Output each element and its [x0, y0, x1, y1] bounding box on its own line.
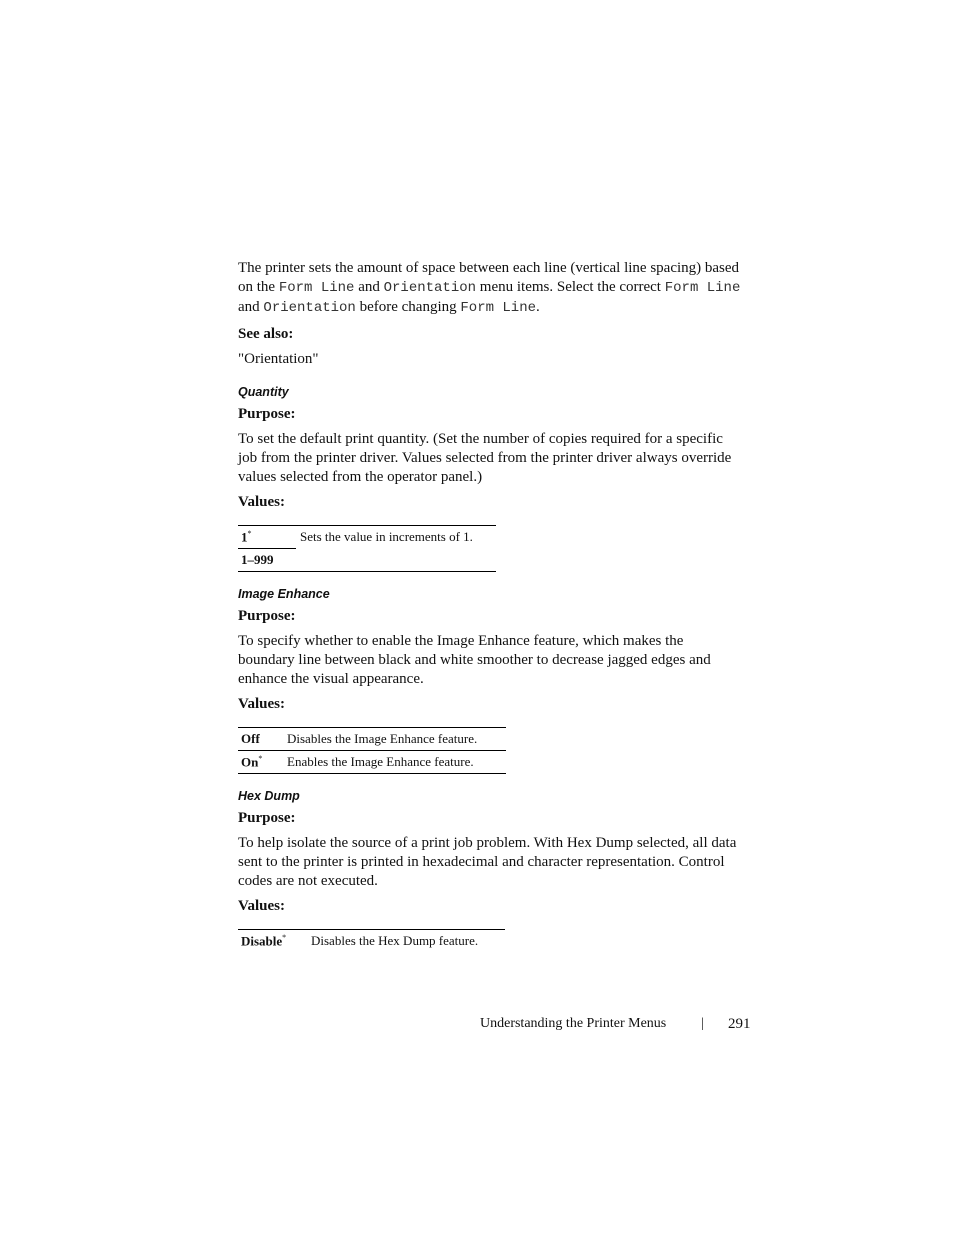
value-description: [296, 549, 496, 572]
values-label: Values:: [238, 898, 285, 914]
default-marker: *: [247, 528, 252, 538]
code-orientation: Orientation: [263, 300, 356, 316]
intro-text: The printer sets the amount of space between each line (vertical line spacing) based on the: [238, 260, 740, 295]
purpose-label: Purpose:: [238, 810, 296, 826]
values-table-image-enhance: [238, 727, 506, 774]
value-key: Off: [241, 731, 260, 746]
intro-text: before changing: [355, 299, 461, 315]
section-heading-quantity: Quantity: [238, 385, 289, 399]
section-heading-hex-dump: Hex Dump: [238, 789, 300, 803]
table-row: [238, 549, 496, 572]
table-row: [238, 751, 506, 774]
section-heading-image-enhance: Image Enhance: [238, 587, 330, 601]
values-table-quantity: [238, 525, 496, 572]
purpose-label: Purpose:: [238, 608, 296, 624]
value-key: 1*: [238, 526, 296, 549]
values-table-hex-dump: [238, 929, 505, 952]
intro-text: and: [238, 299, 264, 315]
purpose-label: Purpose:: [238, 406, 296, 422]
footer-section-title: Understanding the Printer Menus: [480, 1016, 667, 1031]
code-form-line: Form Line: [460, 300, 537, 316]
table-row: [238, 930, 505, 953]
intro-text: menu items. Select the correct: [476, 279, 665, 295]
footer-separator: |: [701, 1016, 704, 1031]
intro-text: .: [536, 299, 540, 315]
code-form-line: Form Line: [664, 280, 741, 296]
value-description: Disables the Image Enhance feature.: [287, 731, 478, 746]
purpose-text: To help isolate the source of a print job problem. With Hex Dump selected, all data sent to the printer is printed in hexadecimal and character representation. Control codes are not executed.: [238, 835, 737, 889]
value-key: On*: [241, 753, 263, 770]
purpose-text: To specify whether to enable the Image Enhance feature, which makes the boundary line between black and white smoother to decrease jagged edges and enhance the visual appearance.: [238, 633, 711, 687]
value-description: Sets the value in increments of 1.: [300, 529, 473, 545]
purpose-text: To set the default print quantity. (Set the number of copies required for a specific job from the printer driver. Values selected from the printer driver always override values selected from the operator panel.): [238, 431, 732, 485]
code-orientation: Orientation: [383, 280, 477, 296]
code-form-line: Form Line: [278, 280, 355, 296]
value-description: Enables the Image Enhance feature.: [287, 754, 474, 769]
values-label: Values:: [238, 696, 285, 712]
intro-paragraph: [238, 259, 743, 318]
page-footer: [480, 1015, 751, 1033]
value-description: Disables the Hex Dump feature.: [311, 933, 479, 948]
table-row: [238, 728, 506, 751]
default-marker: *: [258, 753, 263, 763]
value-key: Disable*: [241, 932, 287, 949]
page-content: [238, 259, 743, 952]
default-marker: *: [282, 932, 287, 942]
table-row: [238, 526, 496, 549]
value-key: 1–999: [241, 552, 274, 567]
intro-text: and: [354, 279, 384, 295]
see-also-label: See also:: [238, 326, 294, 342]
page-number: 291: [728, 1016, 751, 1032]
see-also-link[interactable]: "Orientation": [238, 351, 319, 367]
values-label: Values:: [238, 494, 285, 510]
